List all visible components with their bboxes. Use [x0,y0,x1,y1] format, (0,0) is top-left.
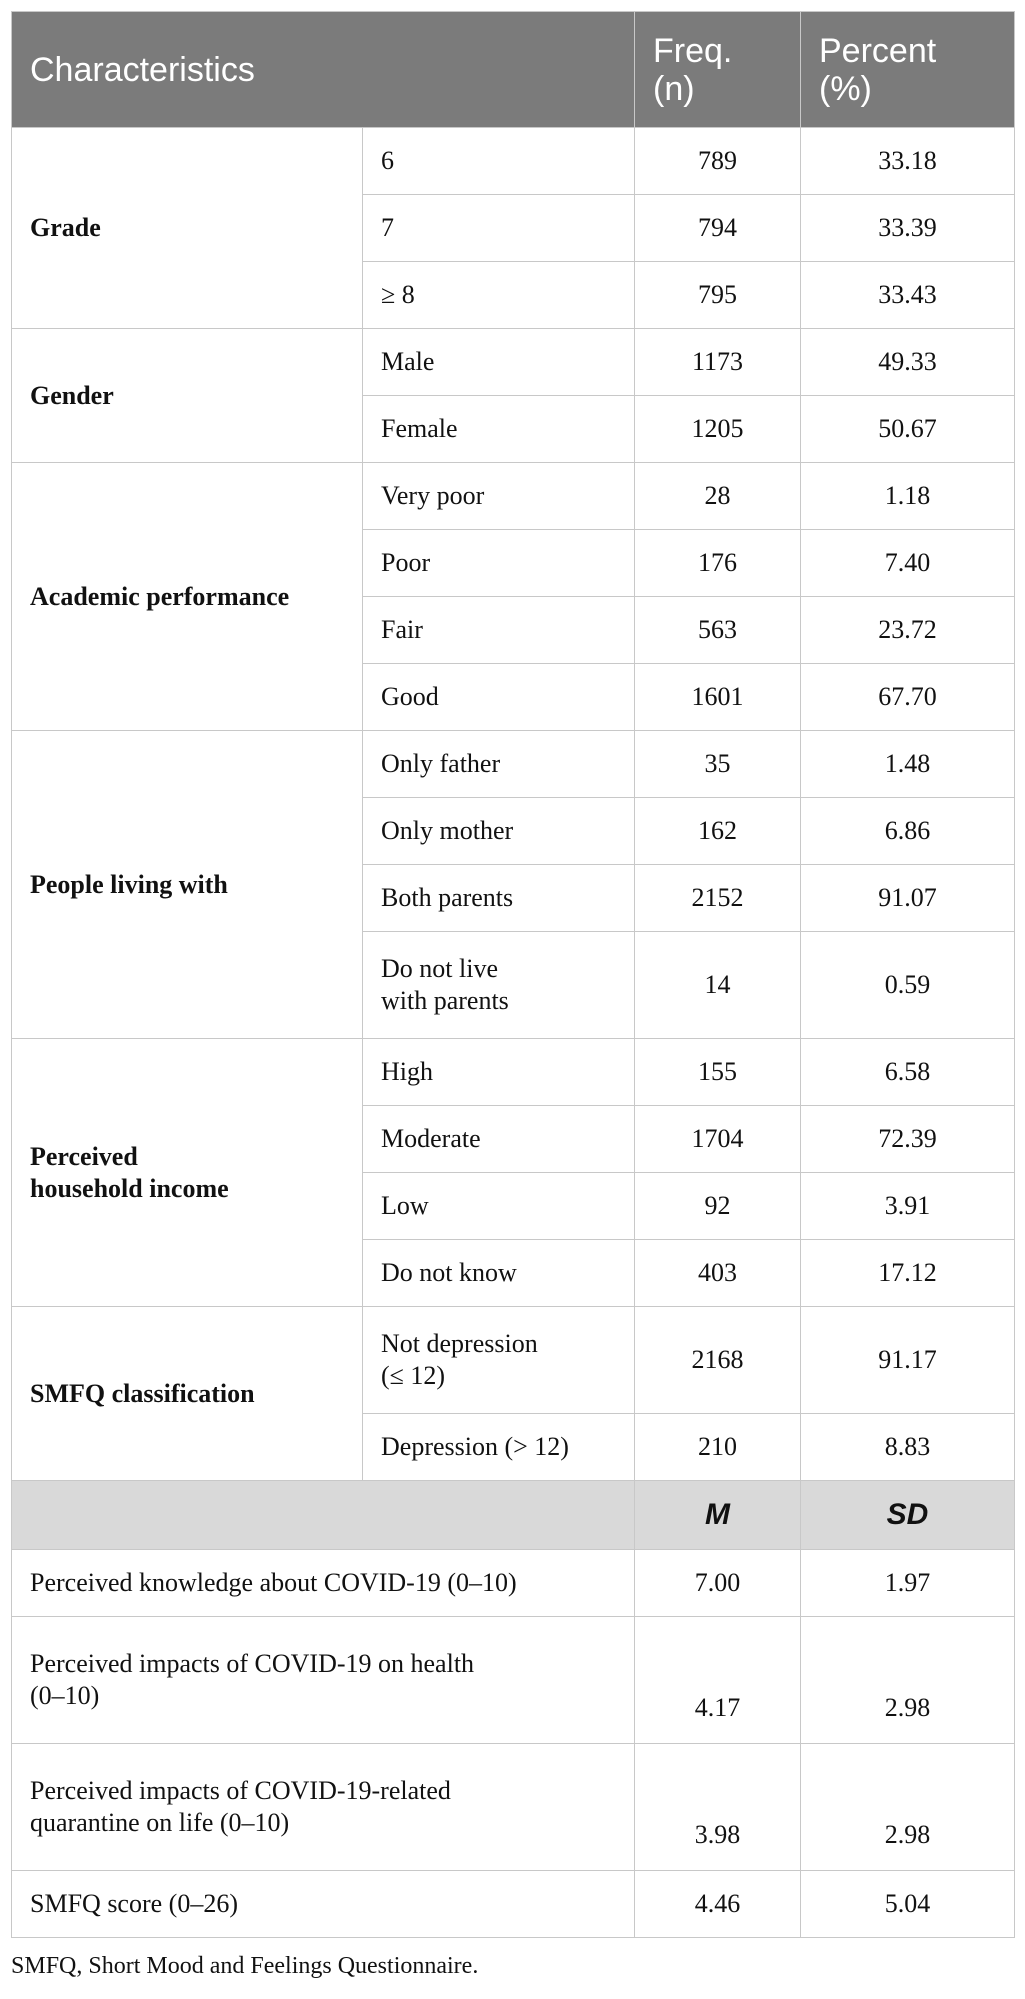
sub-label: Depression (> 12) [363,1414,635,1481]
sub-label: Poor [363,530,635,597]
table-row [12,731,1015,798]
header-characteristics: Characteristics [12,12,635,128]
freq-value: 14 [635,932,801,1039]
sub-label: Very poor [363,463,635,530]
stats-header-row [12,1481,1015,1550]
table-row [12,128,1015,195]
measure-label: Perceived impacts of COVID-19-related quarantine on life (0–10) [12,1744,635,1871]
freq-value: 1704 [635,1106,801,1173]
percent-value: 6.86 [801,798,1015,865]
mean-value: 4.17 [635,1617,801,1744]
freq-value: 92 [635,1173,801,1240]
sub-label: Do not live with parents [363,932,635,1039]
percent-value: 3.91 [801,1173,1015,1240]
group-label-smfq-classification: SMFQ classification [12,1307,363,1481]
characteristics-table [11,11,1015,1938]
sub-label: Male [363,329,635,396]
group-label-gender: Gender [12,329,363,463]
sd-value: 2.98 [801,1617,1015,1744]
table-footnote: SMFQ, Short Mood and Feelings Questionnaire. [11,1953,479,1979]
table-row [12,1744,1015,1871]
percent-value: 33.18 [801,128,1015,195]
freq-value: 1205 [635,396,801,463]
group-label-people-living-with: People living with [12,731,363,1039]
freq-value: 28 [635,463,801,530]
percent-value: 0.59 [801,932,1015,1039]
header-frequency: Freq. (n) [635,12,801,128]
percent-value: 8.83 [801,1414,1015,1481]
freq-value: 1601 [635,664,801,731]
percent-value: 67.70 [801,664,1015,731]
freq-value: 563 [635,597,801,664]
sub-label: Only mother [363,798,635,865]
freq-value: 162 [635,798,801,865]
group-label-household-income: Perceived household income [12,1039,363,1307]
freq-value: 795 [635,262,801,329]
table-row [12,1871,1015,1938]
freq-value: 2168 [635,1307,801,1414]
freq-value: 210 [635,1414,801,1481]
percent-value: 1.18 [801,463,1015,530]
table-row [12,1550,1015,1617]
measure-label: Perceived knowledge about COVID-19 (0–10) [12,1550,635,1617]
table-header-row [12,12,1015,128]
percent-value: 17.12 [801,1240,1015,1307]
percent-value: 50.67 [801,396,1015,463]
sub-label: Good [363,664,635,731]
percent-value: 23.72 [801,597,1015,664]
measure-label: SMFQ score (0–26) [12,1871,635,1938]
table-row [12,1039,1015,1106]
table-row [12,1307,1015,1414]
group-label-academic-performance: Academic performance [12,463,363,731]
percent-value: 1.48 [801,731,1015,798]
sub-label: Low [363,1173,635,1240]
mean-value: 7.00 [635,1550,801,1617]
percent-value: 7.40 [801,530,1015,597]
sub-label: Not depression (≤ 12) [363,1307,635,1414]
percent-value: 72.39 [801,1106,1015,1173]
sub-label: Female [363,396,635,463]
sub-label: 6 [363,128,635,195]
sd-value: 5.04 [801,1871,1015,1938]
sub-label: Fair [363,597,635,664]
table-row [12,1617,1015,1744]
sd-value: 2.98 [801,1744,1015,1871]
table-row [12,463,1015,530]
sub-label: Only father [363,731,635,798]
sub-label: Both parents [363,865,635,932]
freq-value: 794 [635,195,801,262]
percent-value: 91.07 [801,865,1015,932]
sub-label: ≥ 8 [363,262,635,329]
mean-value: 4.46 [635,1871,801,1938]
freq-value: 789 [635,128,801,195]
percent-value: 6.58 [801,1039,1015,1106]
percent-value: 33.43 [801,262,1015,329]
group-label-grade: Grade [12,128,363,329]
sub-label: 7 [363,195,635,262]
header-sd: SD [801,1481,1015,1550]
freq-value: 155 [635,1039,801,1106]
freq-value: 2152 [635,865,801,932]
sd-value: 1.97 [801,1550,1015,1617]
header-mean: M [635,1481,801,1550]
stats-header-blank [12,1481,635,1550]
percent-value: 49.33 [801,329,1015,396]
percent-value: 91.17 [801,1307,1015,1414]
percent-value: 33.39 [801,195,1015,262]
freq-value: 403 [635,1240,801,1307]
freq-value: 176 [635,530,801,597]
freq-value: 1173 [635,329,801,396]
sub-label: High [363,1039,635,1106]
measure-label: Perceived impacts of COVID-19 on health (0–10) [12,1617,635,1744]
mean-value: 3.98 [635,1744,801,1871]
sub-label: Do not know [363,1240,635,1307]
sub-label: Moderate [363,1106,635,1173]
freq-value: 35 [635,731,801,798]
table-row [12,329,1015,396]
header-percent: Percent (%) [801,12,1015,128]
